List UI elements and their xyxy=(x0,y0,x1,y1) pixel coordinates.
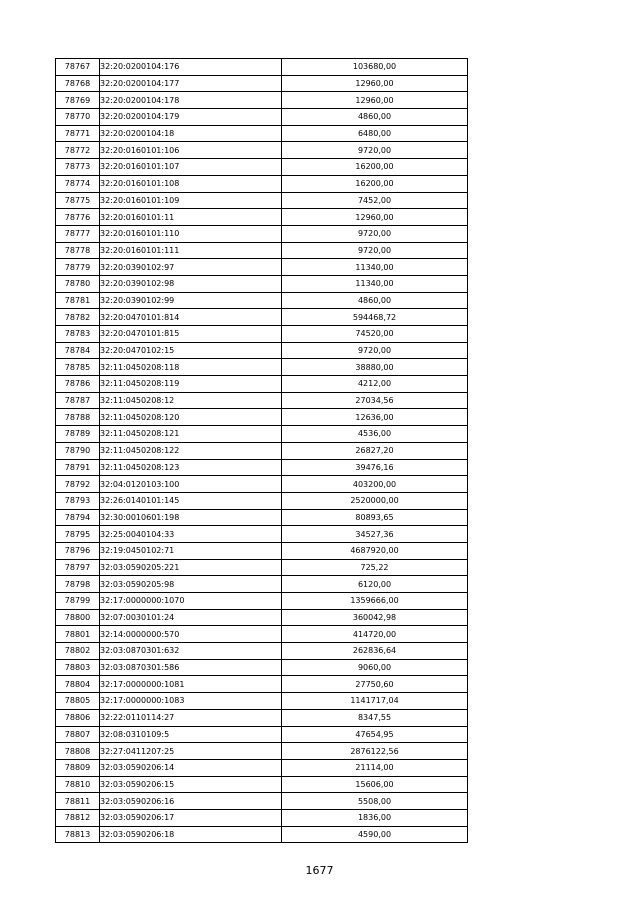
row-number-cell: 78794 xyxy=(56,509,100,526)
cadastral-number-cell: 32:11:0450208:119 xyxy=(100,376,282,393)
cadastral-number-cell: 32:20:0160101:106 xyxy=(100,142,282,159)
cadastral-value-cell: 1359666,00 xyxy=(282,593,468,610)
cadastral-value-cell: 34527,36 xyxy=(282,526,468,543)
cadastral-number-cell: 32:11:0450208:12 xyxy=(100,392,282,409)
row-number-cell: 78810 xyxy=(56,776,100,793)
table-row xyxy=(56,609,468,626)
cadastral-value-cell: 38880,00 xyxy=(282,359,468,376)
row-number-cell: 78768 xyxy=(56,75,100,92)
row-number-cell: 78785 xyxy=(56,359,100,376)
cadastral-number-cell: 32:20:0390102:99 xyxy=(100,292,282,309)
cadastral-number-cell: 32:20:0200104:179 xyxy=(100,109,282,126)
table-row xyxy=(56,809,468,826)
cadastral-value-cell: 4212,00 xyxy=(282,376,468,393)
table-row xyxy=(56,743,468,760)
cadastral-number-cell: 32:20:0390102:98 xyxy=(100,275,282,292)
cadastral-value-cell: 26827,20 xyxy=(282,442,468,459)
cadastral-value-cell: 7452,00 xyxy=(282,192,468,209)
row-number-cell: 78780 xyxy=(56,275,100,292)
cadastral-number-cell: 32:03:0590206:16 xyxy=(100,793,282,810)
cadastral-number-cell: 32:17:0000000:1083 xyxy=(100,693,282,710)
row-number-cell: 78809 xyxy=(56,759,100,776)
cadastral-number-cell: 32:30:0010601:198 xyxy=(100,509,282,526)
table-row xyxy=(56,659,468,676)
table-row xyxy=(56,776,468,793)
table-row xyxy=(56,292,468,309)
cadastral-number-cell: 32:20:0200104:176 xyxy=(100,59,282,76)
table-row xyxy=(56,426,468,443)
row-number-cell: 78795 xyxy=(56,526,100,543)
row-number-cell: 78784 xyxy=(56,342,100,359)
row-number-cell: 78779 xyxy=(56,259,100,276)
table-row xyxy=(56,59,468,76)
cadastral-number-cell: 32:03:0870301:586 xyxy=(100,659,282,676)
cadastral-value-cell: 9720,00 xyxy=(282,342,468,359)
row-number-cell: 78789 xyxy=(56,426,100,443)
cadastral-value-cell: 9060,00 xyxy=(282,659,468,676)
cadastral-value-cell: 594468,72 xyxy=(282,309,468,326)
cadastral-number-cell: 32:20:0470101:815 xyxy=(100,326,282,343)
table-row xyxy=(56,159,468,176)
cadastral-number-cell: 32:20:0160101:109 xyxy=(100,192,282,209)
cadastral-value-cell: 8347,55 xyxy=(282,709,468,726)
row-number-cell: 78811 xyxy=(56,793,100,810)
cadastral-value-cell: 12960,00 xyxy=(282,75,468,92)
cadastral-number-cell: 32:17:0000000:1081 xyxy=(100,676,282,693)
table-row xyxy=(56,125,468,142)
table-row xyxy=(56,693,468,710)
cadastral-value-cell: 262836,64 xyxy=(282,643,468,660)
cadastral-number-cell: 32:11:0450208:122 xyxy=(100,442,282,459)
cadastral-number-cell: 32:03:0590206:15 xyxy=(100,776,282,793)
cadastral-value-cell: 360042,98 xyxy=(282,609,468,626)
cadastral-value-cell: 11340,00 xyxy=(282,275,468,292)
row-number-cell: 78782 xyxy=(56,309,100,326)
row-number-cell: 78800 xyxy=(56,609,100,626)
row-number-cell: 78791 xyxy=(56,459,100,476)
row-number-cell: 78802 xyxy=(56,643,100,660)
table-row xyxy=(56,676,468,693)
table-row xyxy=(56,392,468,409)
row-number-cell: 78801 xyxy=(56,626,100,643)
cadastral-value-cell: 4536,00 xyxy=(282,426,468,443)
table-row xyxy=(56,643,468,660)
row-number-cell: 78767 xyxy=(56,59,100,76)
cadastral-number-cell: 32:20:0390102:97 xyxy=(100,259,282,276)
cadastral-number-cell: 32:20:0160101:107 xyxy=(100,159,282,176)
cadastral-number-cell: 32:11:0450208:121 xyxy=(100,426,282,443)
cadastral-number-cell: 32:03:0590205:98 xyxy=(100,576,282,593)
cadastral-value-cell: 9720,00 xyxy=(282,242,468,259)
cadastral-value-cell: 5508,00 xyxy=(282,793,468,810)
table-row xyxy=(56,259,468,276)
cadastral-value-cell: 403200,00 xyxy=(282,476,468,493)
table-body xyxy=(56,59,468,843)
cadastral-value-cell: 15606,00 xyxy=(282,776,468,793)
table-row xyxy=(56,759,468,776)
cadastral-value-cell: 12960,00 xyxy=(282,92,468,109)
cadastral-value-cell: 9720,00 xyxy=(282,142,468,159)
cadastral-number-cell: 32:11:0450208:118 xyxy=(100,359,282,376)
cadastral-value-cell: 80893,65 xyxy=(282,509,468,526)
table-row xyxy=(56,726,468,743)
cadastral-number-cell: 32:20:0160101:108 xyxy=(100,175,282,192)
row-number-cell: 78798 xyxy=(56,576,100,593)
cadastral-number-cell: 32:20:0160101:111 xyxy=(100,242,282,259)
cadastral-value-cell: 6480,00 xyxy=(282,125,468,142)
cadastral-value-cell: 39476,16 xyxy=(282,459,468,476)
row-number-cell: 78796 xyxy=(56,542,100,559)
row-number-cell: 78770 xyxy=(56,109,100,126)
cadastral-value-cell: 103680,00 xyxy=(282,59,468,76)
row-number-cell: 78805 xyxy=(56,693,100,710)
table-row xyxy=(56,209,468,226)
table-row xyxy=(56,459,468,476)
row-number-cell: 78778 xyxy=(56,242,100,259)
row-number-cell: 78788 xyxy=(56,409,100,426)
cadastral-value-cell: 1836,00 xyxy=(282,809,468,826)
row-number-cell: 78777 xyxy=(56,225,100,242)
cadastral-value-cell: 12636,00 xyxy=(282,409,468,426)
cadastral-number-cell: 32:11:0450208:120 xyxy=(100,409,282,426)
cadastral-value-cell: 27034,56 xyxy=(282,392,468,409)
table-row xyxy=(56,576,468,593)
table-row xyxy=(56,309,468,326)
cadastral-value-cell: 16200,00 xyxy=(282,175,468,192)
cadastral-value-cell: 1141717,04 xyxy=(282,693,468,710)
row-number-cell: 78771 xyxy=(56,125,100,142)
row-number-cell: 78790 xyxy=(56,442,100,459)
cadastral-number-cell: 32:20:0200104:177 xyxy=(100,75,282,92)
cadastral-value-cell: 4590,00 xyxy=(282,826,468,843)
row-number-cell: 78804 xyxy=(56,676,100,693)
cadastral-number-cell: 32:26:0140101:145 xyxy=(100,492,282,509)
row-number-cell: 78772 xyxy=(56,142,100,159)
cadastral-value-table xyxy=(55,58,468,843)
table-row xyxy=(56,476,468,493)
row-number-cell: 78808 xyxy=(56,743,100,760)
table-row xyxy=(56,359,468,376)
cadastral-value-cell: 47654,95 xyxy=(282,726,468,743)
table-row xyxy=(56,275,468,292)
cadastral-value-cell: 21114,00 xyxy=(282,759,468,776)
table-row xyxy=(56,793,468,810)
cadastral-number-cell: 32:03:0590206:17 xyxy=(100,809,282,826)
table-row xyxy=(56,409,468,426)
cadastral-number-cell: 32:14:0000000:570 xyxy=(100,626,282,643)
cadastral-value-cell: 16200,00 xyxy=(282,159,468,176)
cadastral-number-cell: 32:27:0411207:25 xyxy=(100,743,282,760)
cadastral-value-cell: 2520000,00 xyxy=(282,492,468,509)
cadastral-value-cell: 725,22 xyxy=(282,559,468,576)
cadastral-number-cell: 32:20:0200104:18 xyxy=(100,125,282,142)
cadastral-value-cell: 6120,00 xyxy=(282,576,468,593)
row-number-cell: 78787 xyxy=(56,392,100,409)
table-row xyxy=(56,626,468,643)
table-row xyxy=(56,542,468,559)
table-row xyxy=(56,826,468,843)
cadastral-number-cell: 32:03:0590206:18 xyxy=(100,826,282,843)
table-row xyxy=(56,75,468,92)
table-row xyxy=(56,326,468,343)
page-number: 1677 xyxy=(305,864,334,877)
cadastral-value-cell: 414720,00 xyxy=(282,626,468,643)
table-row xyxy=(56,492,468,509)
row-number-cell: 78806 xyxy=(56,709,100,726)
cadastral-number-cell: 32:04:0120103:100 xyxy=(100,476,282,493)
cadastral-value-cell: 9720,00 xyxy=(282,225,468,242)
row-number-cell: 78783 xyxy=(56,326,100,343)
table-row xyxy=(56,192,468,209)
cadastral-value-cell: 11340,00 xyxy=(282,259,468,276)
cadastral-value-cell: 2876122,56 xyxy=(282,743,468,760)
row-number-cell: 78774 xyxy=(56,175,100,192)
row-number-cell: 78807 xyxy=(56,726,100,743)
cadastral-value-cell: 12960,00 xyxy=(282,209,468,226)
table-row xyxy=(56,509,468,526)
table-row xyxy=(56,593,468,610)
cadastral-number-cell: 32:08:0310109:5 xyxy=(100,726,282,743)
cadastral-number-cell: 32:17:0000000:1070 xyxy=(100,593,282,610)
cadastral-number-cell: 32:03:0870301:632 xyxy=(100,643,282,660)
row-number-cell: 78786 xyxy=(56,376,100,393)
row-number-cell: 78773 xyxy=(56,159,100,176)
cadastral-number-cell: 32:20:0470102:15 xyxy=(100,342,282,359)
cadastral-number-cell: 32:20:0160101:11 xyxy=(100,209,282,226)
row-number-cell: 78776 xyxy=(56,209,100,226)
row-number-cell: 78812 xyxy=(56,809,100,826)
row-number-cell: 78799 xyxy=(56,593,100,610)
cadastral-number-cell: 32:20:0470101:814 xyxy=(100,309,282,326)
table-row xyxy=(56,109,468,126)
cadastral-number-cell: 32:03:0590206:14 xyxy=(100,759,282,776)
cadastral-number-cell: 32:20:0160101:110 xyxy=(100,225,282,242)
row-number-cell: 78781 xyxy=(56,292,100,309)
cadastral-number-cell: 32:03:0590205:221 xyxy=(100,559,282,576)
cadastral-value-cell: 27750,60 xyxy=(282,676,468,693)
table-row xyxy=(56,342,468,359)
cadastral-number-cell: 32:25:0040104:33 xyxy=(100,526,282,543)
table-row xyxy=(56,442,468,459)
cadastral-number-cell: 32:19:0450102:71 xyxy=(100,542,282,559)
row-number-cell: 78813 xyxy=(56,826,100,843)
row-number-cell: 78775 xyxy=(56,192,100,209)
cadastral-value-cell: 4860,00 xyxy=(282,292,468,309)
row-number-cell: 78793 xyxy=(56,492,100,509)
cadastral-number-cell: 32:20:0200104:178 xyxy=(100,92,282,109)
cadastral-number-cell: 32:07:0030101:24 xyxy=(100,609,282,626)
table-row xyxy=(56,92,468,109)
row-number-cell: 78792 xyxy=(56,476,100,493)
cadastral-value-cell: 74520,00 xyxy=(282,326,468,343)
row-number-cell: 78797 xyxy=(56,559,100,576)
cadastral-value-cell: 4687920,00 xyxy=(282,542,468,559)
table-row xyxy=(56,225,468,242)
cadastral-number-cell: 32:11:0450208:123 xyxy=(100,459,282,476)
table-row xyxy=(56,175,468,192)
table-row xyxy=(56,376,468,393)
table-row xyxy=(56,526,468,543)
table-row xyxy=(56,559,468,576)
row-number-cell: 78803 xyxy=(56,659,100,676)
cadastral-number-cell: 32:22:0110114:27 xyxy=(100,709,282,726)
cadastral-value-cell: 4860,00 xyxy=(282,109,468,126)
row-number-cell: 78769 xyxy=(56,92,100,109)
table-row xyxy=(56,709,468,726)
table-row xyxy=(56,242,468,259)
table-row xyxy=(56,142,468,159)
